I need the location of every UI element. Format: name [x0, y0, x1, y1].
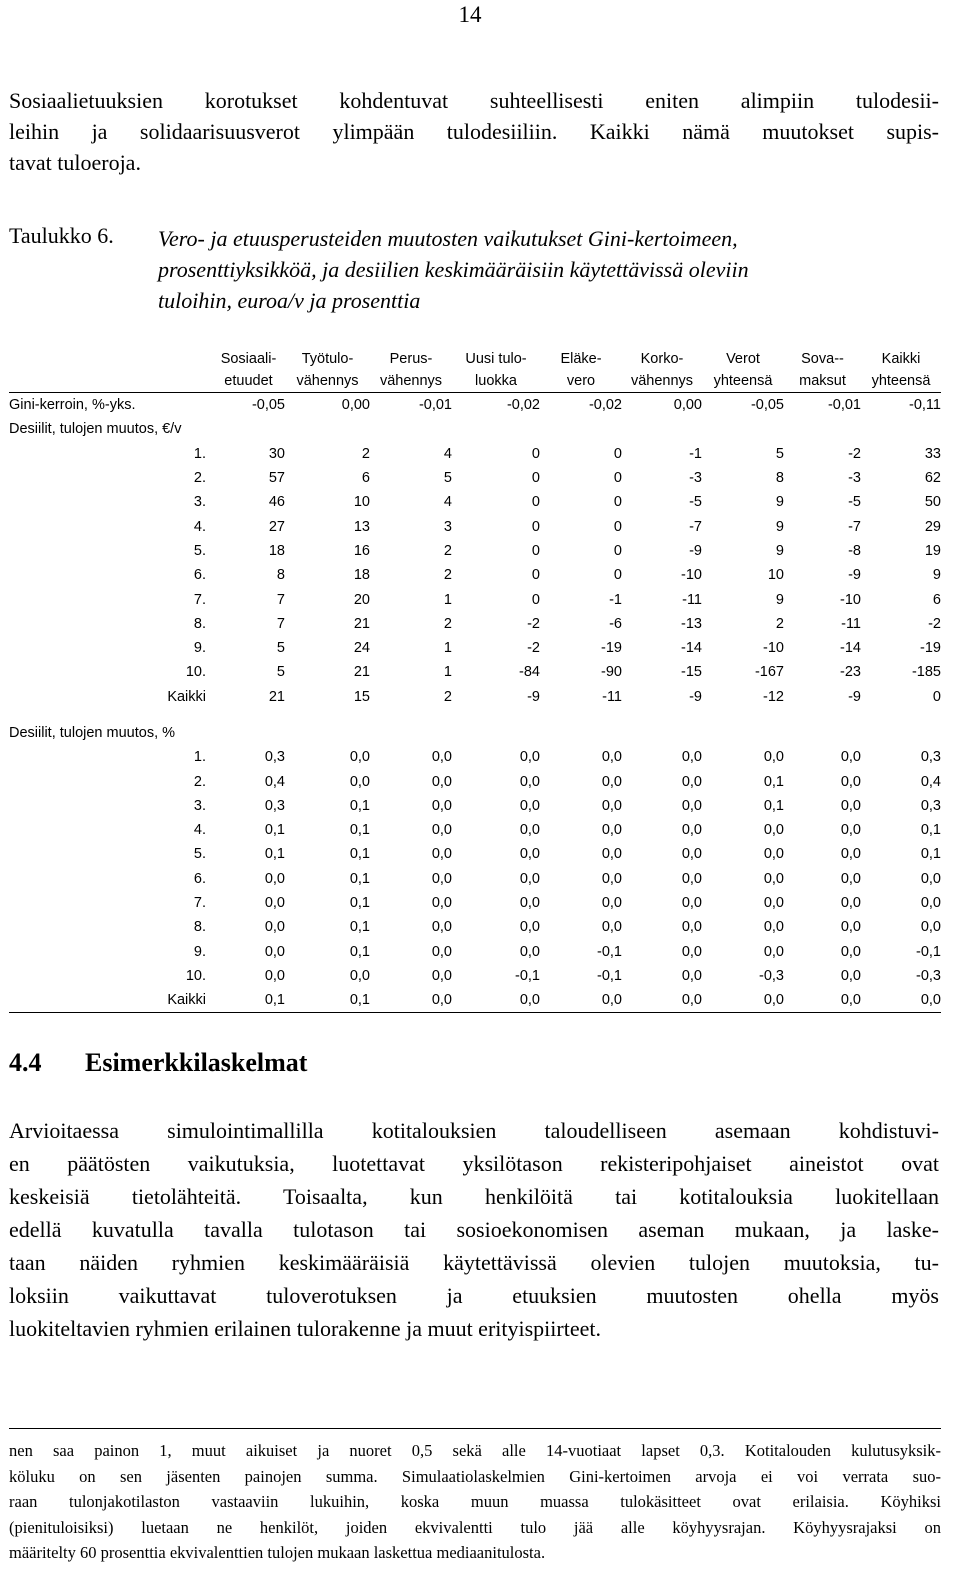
table-cell: -19	[601, 640, 622, 657]
table-cell: 5	[276, 640, 285, 657]
body-line: en päätösten vaikutuksia, luotettavat yksilötason rekisteripohjaiset aineistot ovat	[9, 1151, 939, 1176]
table-cell: 0,1	[349, 919, 370, 936]
table-cell: 0,0	[431, 895, 452, 912]
table-cell: 0,0	[601, 822, 622, 839]
page-number: 14	[458, 2, 482, 27]
table-cell: 9	[775, 591, 784, 608]
table-cell: 6	[361, 470, 370, 487]
table-cell: 0,0	[763, 870, 784, 887]
table-cell: 1	[443, 664, 452, 681]
table-cell: 0,0	[519, 943, 540, 960]
table-cell: 0,1	[285, 988, 370, 1013]
table-cell: 0,0	[519, 797, 540, 814]
table-cell: 0,3	[920, 749, 941, 766]
table-cell: 30	[268, 445, 285, 462]
footnote-line: köluku on sen jäsenten painojen summa. Simulaatiolaskelmien Gini-kertoimen arvoja ei voi verrata suo-	[9, 1466, 941, 1486]
table-cell: 0,0	[431, 870, 452, 887]
table-cell: 0,0	[840, 846, 861, 863]
column-header: Verot yhteensä	[702, 344, 784, 393]
body-line: keskeisiä tietolähteitä. Toisaalta, kun henkilöitä tai kotitalouksia luokitellaan	[9, 1184, 939, 1209]
table-cell: -9	[689, 688, 702, 705]
table-row	[9, 915, 941, 939]
table-cell: 0,0	[681, 749, 702, 766]
table-cell: 46	[268, 494, 285, 511]
table-cell: -5	[848, 494, 861, 511]
table-cell: 0,0	[452, 988, 540, 1013]
table-cell: -12	[763, 688, 784, 705]
table-cell: 0,0	[601, 773, 622, 790]
table-cell: 0,0	[519, 822, 540, 839]
table-cell: 0,0	[431, 797, 452, 814]
table-cell: 15	[353, 688, 370, 705]
footnote	[9, 1438, 941, 1566]
results-table	[9, 344, 941, 1013]
table-cell: 0,1	[349, 895, 370, 912]
table-caption-label: Taulukko 6.	[9, 223, 114, 248]
section-label-row	[9, 721, 941, 745]
table-cell: -167	[754, 664, 784, 681]
table-row	[9, 490, 941, 514]
table-caption	[158, 223, 948, 316]
table-cell: 0,0	[431, 943, 452, 960]
table-cell: 0,0	[920, 895, 941, 912]
column-header: Korko- vähennys	[622, 344, 702, 393]
table-cell: 8	[775, 470, 784, 487]
table-cell: -0,1	[597, 967, 622, 984]
table-cell: 0,0	[349, 773, 370, 790]
table-cell: 8	[276, 567, 285, 584]
table-cell: -185	[911, 664, 941, 681]
table-cell: 0,1	[349, 797, 370, 814]
table-row	[9, 867, 941, 891]
row-label: 2.	[193, 773, 206, 790]
column-header: Perus- vähennys	[370, 344, 452, 393]
table-cell: -0,05	[750, 397, 784, 414]
table-cell: 0,0	[264, 870, 285, 887]
table-cell: 6	[932, 591, 941, 608]
table-cell: 0	[531, 591, 540, 608]
table-cell: 0,0	[681, 870, 702, 887]
table-row	[9, 587, 941, 611]
table-cell: -3	[689, 470, 702, 487]
table-cell: 0,0	[431, 822, 452, 839]
table-cell: -84	[519, 664, 540, 681]
table-cell: 0,1	[763, 773, 784, 790]
table-cell: 7	[276, 615, 285, 632]
table-cell: 0,0	[763, 919, 784, 936]
table-cell: 0,0	[431, 967, 452, 984]
table-cell: 0	[531, 518, 540, 535]
table-cell: 0,0	[920, 919, 941, 936]
table-cell: -14	[681, 640, 702, 657]
table-cell: 0,0	[519, 919, 540, 936]
table-cell: 10	[767, 567, 784, 584]
table-cell: -0,11	[909, 397, 941, 414]
table-cell: 0,4	[920, 773, 941, 790]
table-cell: -11	[682, 591, 702, 608]
table-cell: 21	[353, 664, 370, 681]
table-cell: 9	[775, 542, 784, 559]
table-cell: 2	[443, 567, 452, 584]
table-cell: 0,0	[784, 988, 861, 1013]
table-row	[9, 612, 941, 636]
row-label: 10.	[185, 664, 206, 681]
table-cell: 0,0	[370, 988, 452, 1013]
table-cell: 18	[268, 542, 285, 559]
body-paragraph	[9, 1114, 939, 1345]
table-row	[9, 964, 941, 988]
table-cell: 0,1	[212, 988, 285, 1013]
table-cell: -0,01	[418, 397, 452, 414]
table-cell: 27	[268, 518, 285, 535]
table-cell: 0,0	[601, 797, 622, 814]
row-label: 6.	[193, 567, 206, 584]
table-cell: 16	[353, 542, 370, 559]
table-cell: 0	[531, 494, 540, 511]
table-cell: 0,0	[763, 749, 784, 766]
table-cell: 0,0	[840, 749, 861, 766]
table-cell: 18	[353, 567, 370, 584]
table-cell: 0,0	[264, 919, 285, 936]
table-cell: 0	[531, 542, 540, 559]
table-cell: 0	[613, 494, 622, 511]
table-cell: -2	[527, 615, 540, 632]
table-cell: 0,0	[920, 870, 941, 887]
table-row	[9, 891, 941, 915]
row-label: 3.	[193, 797, 206, 814]
table-row	[9, 685, 941, 709]
table-cell: 0,1	[349, 846, 370, 863]
table-cell: 21	[268, 688, 285, 705]
row-label: 4.	[193, 822, 206, 839]
table-cell: 0,0	[431, 919, 452, 936]
row-label: 1.	[193, 445, 206, 462]
table-cell: 0,1	[920, 846, 941, 863]
table-cell: -10	[681, 567, 702, 584]
table-cell: 3	[443, 518, 452, 535]
table-cell: 0,4	[264, 773, 285, 790]
table-cell: 0,0	[840, 870, 861, 887]
table-cell: 19	[924, 542, 941, 559]
row-label: 5.	[193, 846, 206, 863]
footnote-line: raan tulonjakotilaston vastaaviin lukuihin, koska muun muassa tulokäsitteet ovat erilaisia. Köyhiksi	[9, 1492, 941, 1511]
table-cell: 0,0	[681, 797, 702, 814]
column-header: Sova-- maksut	[784, 344, 861, 393]
table-cell: 0,0	[840, 919, 861, 936]
section-label-row	[9, 417, 941, 441]
table-cell: 0	[932, 688, 941, 705]
section-heading	[9, 1048, 307, 1078]
table-cell: -0,02	[588, 397, 622, 414]
table-cell: 0,00	[341, 397, 370, 414]
table-cell: 10	[353, 494, 370, 511]
table-cell: 0,0	[681, 919, 702, 936]
caption-line: Vero- ja etuusperusteiden muutosten vaikutukset Gini-kertoimeen,	[158, 226, 738, 251]
table-row	[9, 745, 941, 769]
row-label: 5.	[193, 542, 206, 559]
intro-line: leihin ja solidaarisuusverot ylimpään tulodesiiliin. Kaikki nämä muutokset supis-	[9, 119, 939, 144]
table-cell: -23	[840, 664, 861, 681]
table-cell: 5	[276, 664, 285, 681]
table-cell: 0,0	[840, 895, 861, 912]
body-line: edellä kuvatulla tavalla tulotason tai sosioekonomisen aseman mukaan, ja laske-	[9, 1217, 939, 1242]
header-blank	[9, 344, 212, 393]
table-cell: 0,1	[349, 943, 370, 960]
table-cell: -3	[848, 470, 861, 487]
row-label: 9.	[193, 640, 206, 657]
caption-line: tuloihin, euroa/v ja prosenttia	[158, 288, 421, 313]
table-cell: -9	[848, 567, 861, 584]
body-line: luokiteltavien ryhmien erilainen tulorakenne ja muut erityispiirteet.	[9, 1316, 601, 1341]
table-cell: 4	[443, 445, 452, 462]
table-cell: -1	[689, 445, 702, 462]
table-cell: 2	[775, 615, 784, 632]
table-cell: -7	[848, 518, 861, 535]
table-cell: 5	[443, 470, 452, 487]
table-cell: 0,0	[840, 822, 861, 839]
table-cell: 2	[443, 615, 452, 632]
table-row	[9, 514, 941, 538]
table-cell: -0,05	[251, 397, 285, 414]
table-cell: 0,0	[349, 967, 370, 984]
table-cell: 0	[613, 567, 622, 584]
table-cell: -0,1	[597, 943, 622, 960]
table-row	[9, 940, 941, 964]
table-cell: 0,0	[431, 846, 452, 863]
body-line: taan näiden ryhmien keskimääräisiä käytettävissä olevien tulojen muutoksia, tu-	[9, 1250, 939, 1275]
table-cell: 0,1	[349, 822, 370, 839]
table-cell: 1	[443, 640, 452, 657]
intro-line: tavat tuloeroja.	[9, 150, 141, 175]
table-cell: 0,0	[349, 749, 370, 766]
table-cell: -0,02	[506, 397, 540, 414]
table-cell: -19	[920, 640, 941, 657]
table-cell: -0,3	[916, 967, 941, 984]
table-row	[9, 988, 941, 1013]
table-cell: -13	[681, 615, 702, 632]
table-cell: 0,0	[431, 749, 452, 766]
table-cell: 0,1	[264, 846, 285, 863]
table-cell: -0,01	[827, 397, 861, 414]
column-header: Uusi tulo- luokka	[452, 344, 540, 393]
footnote-line: määritelty 60 prosenttia ekvivalenttien tulojen mukaan laskettua mediaanitulosta.	[9, 1543, 546, 1562]
intro-paragraph	[9, 85, 939, 178]
table-cell: 33	[924, 445, 941, 462]
row-label: 7.	[193, 895, 206, 912]
table-cell: 0	[613, 470, 622, 487]
body-line: loksiin vaikuttavat tuloverotuksen ja etuuksien muutosten ohella myös	[9, 1283, 939, 1308]
row-label: 6.	[193, 870, 206, 887]
table-cell: 0,0	[681, 943, 702, 960]
section-label: Desiilit, tulojen muutos, %	[9, 725, 176, 741]
column-header: Työtulo- vähennys	[285, 344, 370, 393]
table-cell: 9	[775, 494, 784, 511]
table-cell: 9	[932, 567, 941, 584]
table-cell: 0,0	[519, 846, 540, 863]
table-cell: 0,0	[264, 943, 285, 960]
row-label: 8.	[193, 919, 206, 936]
table-cell: 0,0	[681, 967, 702, 984]
table-cell: -10	[763, 640, 784, 657]
column-header: Sosiaali- etuudet	[212, 344, 285, 393]
table-row	[9, 769, 941, 793]
column-header: Kaikki yhteensä	[861, 344, 941, 393]
table-cell: 21	[353, 615, 370, 632]
table-cell: -10	[840, 591, 861, 608]
row-label: 3.	[193, 494, 206, 511]
table-cell: 0	[613, 518, 622, 535]
table-cell: 0,0	[681, 822, 702, 839]
table-row	[9, 842, 941, 866]
table-cell: 62	[924, 470, 941, 487]
table-row	[9, 794, 941, 818]
table-cell: 0,0	[681, 773, 702, 790]
table-cell: -9	[848, 688, 861, 705]
table-cell: -2	[527, 640, 540, 657]
table-cell: 0,0	[840, 943, 861, 960]
footnote-divider	[9, 1428, 941, 1429]
table-cell: -0,3	[759, 967, 784, 984]
footnote-line: nen saa painon 1, muut aikuiset ja nuoret 0,5 sekä alle 14-vuotiaat lapset 0,3. Kotitalouden kulutusyksik-	[9, 1441, 941, 1460]
table-row	[9, 563, 941, 587]
table-cell: 0,0	[431, 773, 452, 790]
table-cell: 0	[531, 470, 540, 487]
table-cell: 0,0	[763, 822, 784, 839]
table-cell: 0,0	[702, 988, 784, 1013]
table-cell: -7	[689, 518, 702, 535]
table-cell: 0,0	[763, 846, 784, 863]
table-cell: 0,0	[519, 749, 540, 766]
table-header-row	[9, 344, 941, 393]
table-cell: 0,1	[264, 822, 285, 839]
table-cell: 0	[531, 445, 540, 462]
table-cell: 0,0	[601, 749, 622, 766]
table-row	[9, 636, 941, 660]
table-cell: -2	[848, 445, 861, 462]
table-cell: 2	[361, 445, 370, 462]
section-label: Desiilit, tulojen muutos, €/v	[9, 421, 182, 438]
table-cell: 50	[924, 494, 941, 511]
table-cell: -8	[848, 542, 861, 559]
body-line: Arvioitaessa simulointimallilla kotitalouksien taloudelliseen asemaan kohdistuvi-	[9, 1118, 939, 1143]
table-cell: 0,0	[601, 895, 622, 912]
row-label: 1.	[193, 749, 206, 766]
table-cell: 0,0	[601, 919, 622, 936]
table-row	[9, 818, 941, 842]
table-row	[9, 539, 941, 563]
row-label: Kaikki	[9, 988, 212, 1013]
caption-line: prosenttiyksikköä, ja desiilien keskimääräisiin käytettävissä oleviin	[158, 257, 749, 282]
table-row	[9, 466, 941, 490]
table-cell: -14	[840, 640, 861, 657]
table-cell: 2	[443, 688, 452, 705]
table-cell: 0,0	[681, 846, 702, 863]
table-cell: -0,1	[916, 943, 941, 960]
table-cell: -9	[689, 542, 702, 559]
section-number: 4.4	[9, 1048, 42, 1077]
table-cell: 0,00	[673, 397, 702, 414]
table-cell: 0,0	[840, 797, 861, 814]
table-cell: -9	[527, 688, 540, 705]
table-cell: 0,0	[622, 988, 702, 1013]
table-cell: 0,3	[264, 797, 285, 814]
table-cell: -15	[681, 664, 702, 681]
table-cell: 0,0	[264, 895, 285, 912]
table-cell: -5	[689, 494, 702, 511]
row-label: 7.	[193, 591, 206, 608]
table-cell: 5	[775, 445, 784, 462]
table-cell: -90	[601, 664, 622, 681]
table-cell: 0,0	[519, 773, 540, 790]
table-cell: 7	[276, 591, 285, 608]
table-cell: 0,0	[763, 895, 784, 912]
table-cell: -0,1	[515, 967, 540, 984]
table-row	[9, 660, 941, 684]
table-cell: 9	[775, 518, 784, 535]
table-cell: 20	[353, 591, 370, 608]
table-cell: 0	[531, 567, 540, 584]
row-label: Kaikki	[167, 688, 206, 705]
table-cell: 0,0	[519, 870, 540, 887]
table-cell: -1	[609, 591, 622, 608]
table-cell: -11	[841, 615, 861, 632]
table-cell: 0,0	[264, 967, 285, 984]
table-cell: 0,0	[681, 895, 702, 912]
table-cell: -6	[609, 615, 622, 632]
row-label: 8.	[193, 615, 206, 632]
table-cell: 2	[443, 542, 452, 559]
table-cell: 0,0	[840, 773, 861, 790]
table-cell: 13	[353, 518, 370, 535]
table-cell: 0,1	[349, 870, 370, 887]
row-label: 10.	[185, 967, 206, 984]
table-cell: 0,1	[763, 797, 784, 814]
table-cell: 0,0	[861, 988, 941, 1013]
table-cell: 0	[613, 445, 622, 462]
table-cell: 0	[613, 542, 622, 559]
table-cell: 0,0	[601, 870, 622, 887]
row-label: 4.	[193, 518, 206, 535]
table-cell: 0,0	[519, 895, 540, 912]
table-cell: 0,3	[264, 749, 285, 766]
row-label: 2.	[193, 470, 206, 487]
table-cell: 0,1	[920, 822, 941, 839]
table-cell: 0,3	[920, 797, 941, 814]
table-cell: 0,0	[540, 988, 622, 1013]
footnote-line: (pienituloisiksi) luetaan ne henkilöt, joiden ekvivalentti tulo jää alle köyhyysrajan. Köyhyysrajaksi on	[9, 1517, 941, 1537]
table-cell: 0,0	[601, 846, 622, 863]
table-cell: 1	[443, 591, 452, 608]
row-label: 9.	[193, 943, 206, 960]
section-title: Esimerkkilaskelmat	[85, 1048, 308, 1077]
spacer-row	[9, 709, 941, 721]
table-cell: -11	[602, 688, 622, 705]
intro-line: Sosiaalietuuksien korotukset kohdentuvat suhteellisesti eniten alimpiin tulodesii-	[9, 88, 939, 113]
table-cell: 0,0	[840, 967, 861, 984]
table-cell: 24	[353, 640, 370, 657]
table-cell: 57	[268, 470, 285, 487]
table-cell: 4	[443, 494, 452, 511]
column-header: Eläke- vero	[540, 344, 622, 393]
table-cell: -2	[928, 615, 941, 632]
gini-row	[9, 393, 941, 418]
table-cell: 0,0	[763, 943, 784, 960]
table-cell: 29	[924, 518, 941, 535]
row-label: Gini-kerroin, %-yks.	[9, 397, 136, 414]
table-row	[9, 442, 941, 466]
